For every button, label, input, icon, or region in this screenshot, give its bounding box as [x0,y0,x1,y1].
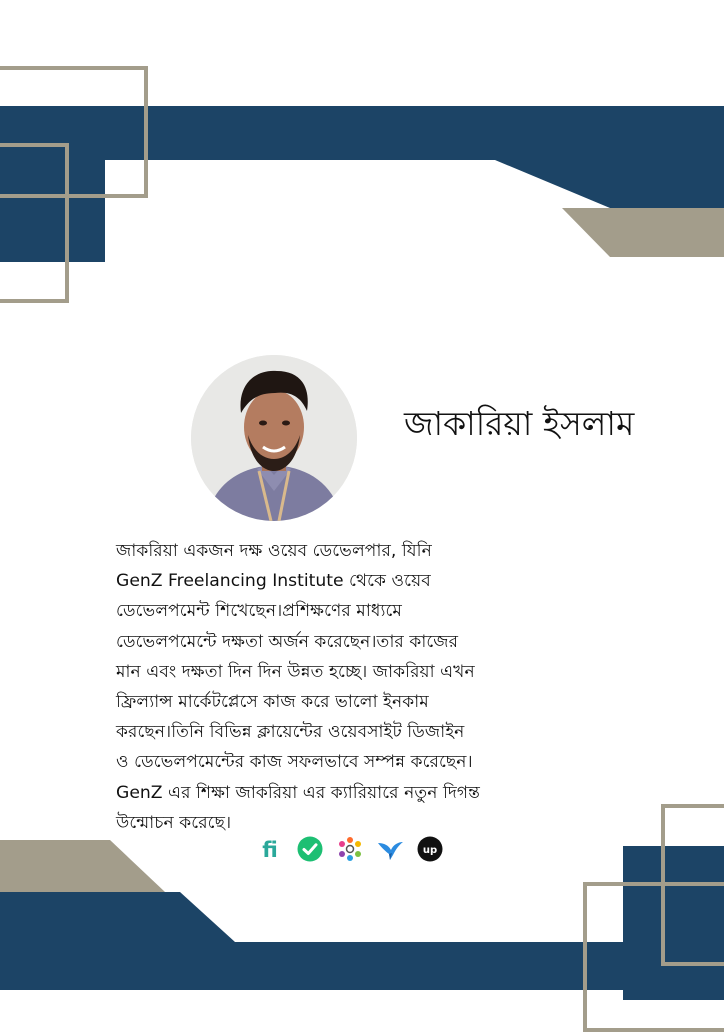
bio-line: ডেভেলপমেন্ট শিখেছেন।প্রশিক্ষণের মাধ্যমে [116,601,402,622]
verified-check-icon [296,835,324,863]
bio-line: ফ্রিল্যান্স মার্কেটপ্লেসে কাজ করে ভালো ইনকাম [116,692,429,713]
bio-line: করছেন।তিনি বিভিন্ন ক্লায়েন্টের ওয়েবসাইট ডিজাইন [116,722,465,743]
bio-paragraph [116,536,586,838]
bird-icon [376,835,404,863]
bio-line: ও ডেভেলপমেন্টের কাজ সফলভাবে সম্পন্ন করেছেন। [116,752,473,773]
svg-text:fi: fi [262,838,278,862]
upwork-icon [416,835,444,863]
top-outline-frame-small [0,143,69,303]
bio-line: GenZ এর শিক্ষা জাকরিয়া এর ক্যারিয়ারে নতুন দিগন্ত [116,782,481,803]
bio-line: ডেভেলপমেন্টে দক্ষতা অর্জন করেছেন।তার কাজের [116,631,459,652]
bio-line: জাকরিয়া একজন দক্ষ ওয়েব ডেভেলপার, যিনি [116,541,432,561]
fiverr-icon [256,835,284,863]
platform-icons [256,835,444,863]
peopleperhour-icon [336,835,364,863]
profile-photo [191,355,357,521]
person-name: জাকারিয়া ইসলাম [404,404,635,443]
bio-line: উন্মোচন করেছে। [116,812,232,833]
bio-line: মান এবং দক্ষতা দিন দিন উন্নত হচ্ছে। জাকরিয়া এখন [116,661,475,682]
svg-text:up: up [422,845,438,856]
bottom-outline-frame-small [583,882,724,1032]
bio-line: GenZ Freelancing Institute থেকে ওয়েব [116,571,431,592]
